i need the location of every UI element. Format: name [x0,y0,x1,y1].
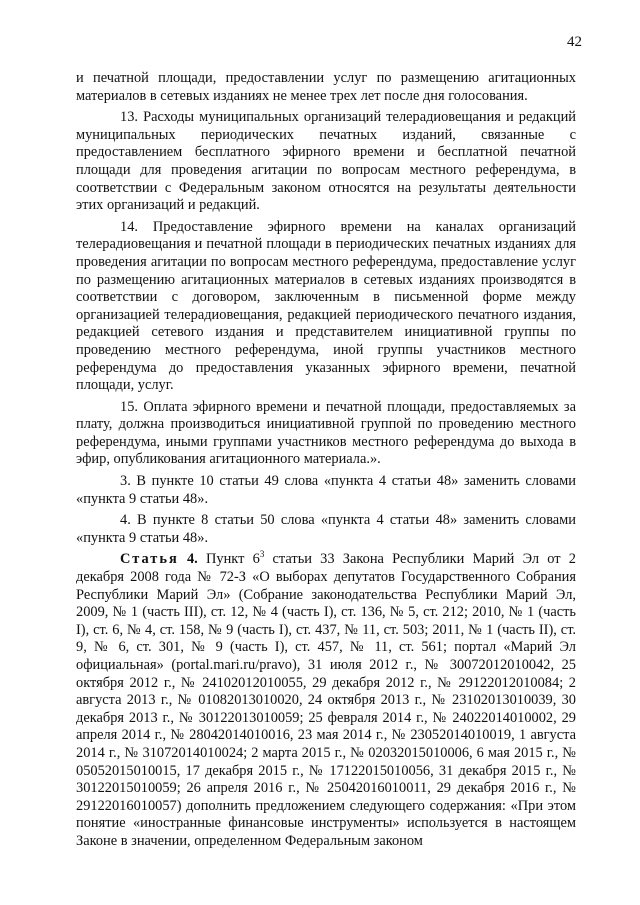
article-text-body: статьи 33 Закона Республики Марий Эл от 2 декабря 2008 года № 72-З «О выборах депутатов Государственного Собрания Республики Марий Эл» (Собрание законодательства Республики Марий Эл, 2009, № 1 (часть III), ст. 12, № 4 (часть I), ст. 136, № 5, ст. 212; 2010, № 1 (часть I), ст. 6, № 4, ст. 158, № 9 (часть I), ст. 437, № 11, ст. 503; 2011, № 1 (часть II), ст. 9, № 6, ст. 301, № 9 (часть I), ст. 457, № 11, ст. 561; портал «Марий Эл официальная» (portal.mari.ru/pravo), 31 июля 2012 г., № 30072012010042, 25 октября 2012 г., № 24102012010055, 29 декабря 2012 г., № 29122012010084; 2 августа 2013 г., № 01082013010020, 24 октября 2013 г., № 23102013010039, 30 декабря 2013 г., № 30122013010059; 25 февраля 2014 г., № 24022014010002, 29 апреля 2014 г., № 28042014010016, 23 мая 2014 г., № 23052014010019, 1 августа 2014 г., № 31072014010024; 2 марта 2015 г., № 02032015010006, 6 мая 2015 г., № 05052015010015, 17 декабря 2015 г., № 17122015010056, 31 декабря 2015 г., № 30122015010059; 26 апреля 2016 г., № 25042016010011, 29 декабря 2016 г., № 29122016010057) дополнить предложением следующего содержания: «При этом понятие «иностранные финансовые инструменты» используется в настоящем Законе в значении, определенном Федеральным законом [76,551,576,849]
paragraph-13: 13. Расходы муниципальных организаций телерадиовещания и редакций муниципальных периодических печатных изданий, связанные с предоставлением бесплатного эфирного времени и бесплатной печатной площади для проведения агитации по вопросам местного референдума, в соответствии с Федеральным законом относятся на результаты деятельности этих организаций и редакций. [76,109,576,214]
article-text-start: Пункт 6 [206,551,260,568]
paragraph-15: 15. Оплата эфирного времени и печатной площади, предоставляемых за плату, должна производиться инициативной группой по проведению местного референдума, иными группами участников местного референдума до выхода в эфир, опубликования агитационного материала.». [76,398,576,468]
paragraph-14: 14. Предоставление эфирного времени на каналах организаций телерадиовещания и печатной площади в периодических печатных изданиях для проведения агитации по вопросам местного референдума, предоставление услуг по размещению агитационных материалов в сетевых изданиях производятся в соответствии с договором, заключенным в письменной форме между организацией телерадиовещания, редакцией периодического печатного издания, редакцией сетевого издания и представителем инициативной группы по проведению местного референдума, иной группы участников местного референдума до предоставления указанных эфирного времени, печатной площади, услуг. [76,218,576,394]
article-label: Статья [120,551,179,568]
article-4-paragraph [76,551,576,850]
paragraph-continuation: и печатной площади, предоставлении услуг по размещению агитационных материалов в сетевых изданиях не менее трех лет после дня голосования. [76,70,576,104]
amendment-item-4: 4. В пункте 8 статьи 50 слова «пункта 4 статьи 48» заменить словами «пункта 9 статьи 48». [76,512,576,546]
page-number: 42 [567,34,582,50]
document-body [76,70,576,855]
article-number: 4. [186,551,198,568]
article-superscript: 3 [259,549,265,560]
amendment-item-3: 3. В пункте 10 статьи 49 слова «пункта 4 статьи 48» заменить словами «пункта 9 статьи 48». [76,473,576,507]
